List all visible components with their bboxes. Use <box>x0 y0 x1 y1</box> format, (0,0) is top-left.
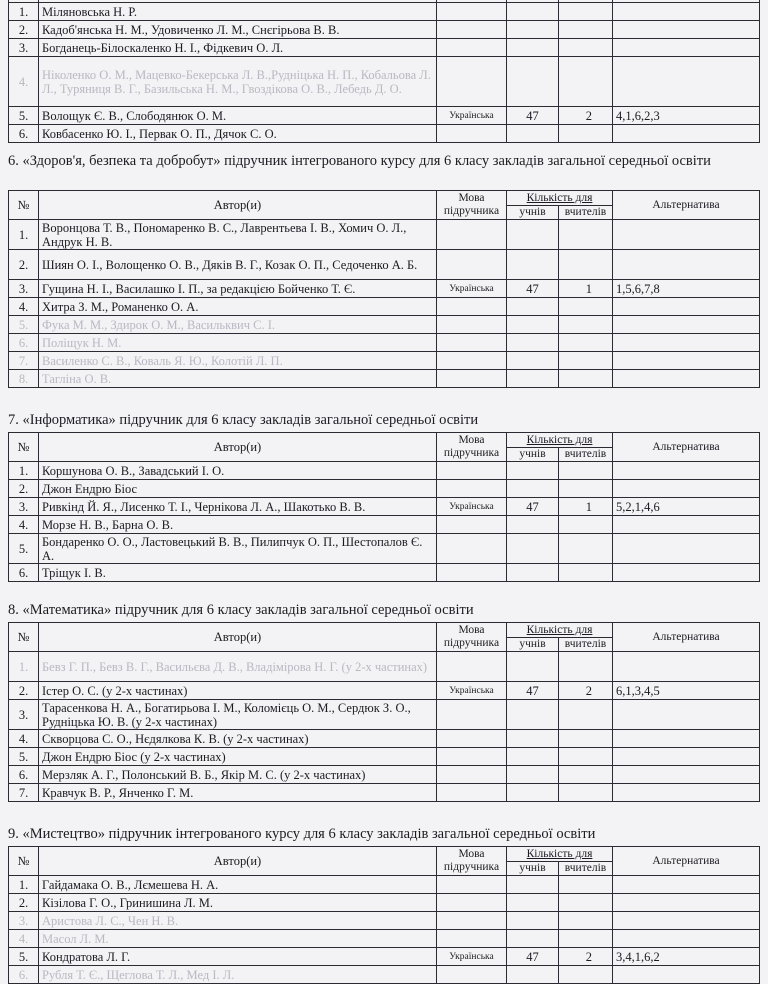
header-teachers: вчителів <box>559 206 613 220</box>
row-language <box>437 480 507 498</box>
row-author: Волощук Є. В., Слободянюк О. М. <box>39 107 437 125</box>
row-author: Джон Ендрю Біос <box>39 480 437 498</box>
row-teachers <box>559 334 613 352</box>
row-number: 4. <box>9 298 39 316</box>
table-row <box>9 652 760 682</box>
row-alternative <box>613 700 760 730</box>
row-language <box>437 220 507 250</box>
row-number: 6. <box>9 564 39 582</box>
row-alternative <box>613 462 760 480</box>
row-author: Джон Ендрю Біос (у 2-х частинах) <box>39 748 437 766</box>
row-language <box>437 894 507 912</box>
row-author: Воронцова Т. В., Пономаренко В. С., Лаврентьева І. В., Хомич О. Л., Андрук Н. В. <box>39 220 437 250</box>
header-alternative: Альтернатива <box>613 191 760 220</box>
row-teachers <box>559 125 613 143</box>
row-number: 5. <box>9 107 39 125</box>
row-language <box>437 748 507 766</box>
table-row <box>9 534 760 564</box>
section-title: 6. «Здоров'я, безпека та добробут» підручник інтегрованого курсу для 6 класу закладів загальної середньої освіти <box>8 153 711 169</box>
row-alternative <box>613 748 760 766</box>
section-table <box>8 432 760 582</box>
row-author: Ніколенко О. М., Мацевко-Бекерська Л. В.,Рудніцька Н. П., Кобальова Л. Л., Туряниця В. Г., Базильська Н. М., Гвоздікова О. В., Лебедь Д. О. <box>39 57 437 107</box>
row-teachers <box>559 652 613 682</box>
row-alternative <box>613 564 760 582</box>
row-teachers: 2 <box>559 107 613 125</box>
header-alternative: Альтернатива <box>613 847 760 876</box>
row-number: 5. <box>9 948 39 966</box>
row-students <box>507 730 559 748</box>
row-teachers <box>559 3 613 21</box>
table-row <box>9 766 760 784</box>
row-alternative <box>613 39 760 57</box>
row-teachers <box>559 21 613 39</box>
row-teachers <box>559 352 613 370</box>
row-teachers <box>559 894 613 912</box>
row-number: 3. <box>9 498 39 516</box>
header-teachers: вчителів <box>559 638 613 652</box>
row-number: 6. <box>9 766 39 784</box>
table-row <box>9 894 760 912</box>
row-alternative <box>613 912 760 930</box>
row-language <box>437 534 507 564</box>
row-teachers <box>559 480 613 498</box>
section-title: 7. «Інформатика» підручник для 6 класу закладів загальної середньої освіти <box>8 412 479 428</box>
row-number: 6. <box>9 334 39 352</box>
section-title: 9. «Мистецтво» підручник інтегрованого курсу для 6 класу закладів загальної середньої освіти <box>8 826 596 842</box>
row-author: Міляновська Н. Р. <box>39 3 437 21</box>
row-students <box>507 370 559 388</box>
row-students <box>507 3 559 21</box>
row-number: 2. <box>9 21 39 39</box>
row-students <box>507 298 559 316</box>
row-language <box>437 516 507 534</box>
row-alternative <box>613 894 760 912</box>
row-author: Коршунова О. В., Завадський І. О. <box>39 462 437 480</box>
header-author: Автор(и) <box>39 847 437 876</box>
header-number: № <box>9 847 39 876</box>
row-author: Гущина Н. І., Василашко І. П., за редакцією Бойченко Т. Є. <box>39 280 437 298</box>
row-author: Шиян О. І., Волощенко О. В., Дяків В. Г., Козак О. П., Седоченко А. Б. <box>39 250 437 280</box>
row-number: 4. <box>9 57 39 107</box>
header-students: учнів <box>507 206 559 220</box>
table-row <box>9 352 760 370</box>
row-students <box>507 564 559 582</box>
row-teachers <box>559 298 613 316</box>
header-language <box>437 191 507 220</box>
table-header <box>9 623 760 652</box>
row-students <box>507 766 559 784</box>
row-language <box>437 352 507 370</box>
table-row <box>9 334 760 352</box>
row-teachers <box>559 912 613 930</box>
header-teachers: вчителів <box>559 862 613 876</box>
table-row <box>9 3 760 21</box>
table-body <box>9 462 760 582</box>
row-author: Бондаренко О. О., Ластовецький В. В., Пилипчук О. П., Шестопалов Є. А. <box>39 534 437 564</box>
row-language <box>437 784 507 802</box>
row-students <box>507 700 559 730</box>
row-students <box>507 125 559 143</box>
table-row <box>9 682 760 700</box>
row-number: 4. <box>9 930 39 948</box>
table-row <box>9 876 760 894</box>
row-author: Тагліна О. В. <box>39 370 437 388</box>
row-language <box>437 370 507 388</box>
row-alternative <box>613 298 760 316</box>
row-author: Рубля Т. Є., Щеглова Т. Л., Мед І. Л. <box>39 966 437 984</box>
row-alternative: 1,5,6,7,8 <box>613 280 760 298</box>
row-alternative <box>613 370 760 388</box>
row-number: 5. <box>9 316 39 334</box>
row-students: 47 <box>507 280 559 298</box>
row-language <box>437 966 507 984</box>
row-language <box>437 652 507 682</box>
row-number: 1. <box>9 876 39 894</box>
row-language <box>437 21 507 39</box>
row-alternative: 6,1,3,4,5 <box>613 682 760 700</box>
row-author: Василенко С. В., Коваль Я. Ю., Колотій Л. П. <box>39 352 437 370</box>
row-number: 4. <box>9 516 39 534</box>
row-teachers: 1 <box>559 280 613 298</box>
table-row <box>9 564 760 582</box>
row-language <box>437 700 507 730</box>
row-number: 6. <box>9 966 39 984</box>
row-author: Морзе Н. В., Барна О. В. <box>39 516 437 534</box>
row-language <box>437 766 507 784</box>
table-header <box>9 433 760 462</box>
table-row <box>9 480 760 498</box>
header-number: № <box>9 191 39 220</box>
row-number: 6. <box>9 125 39 143</box>
row-number: 7. <box>9 784 39 802</box>
row-number: 2. <box>9 682 39 700</box>
header-row <box>9 847 760 862</box>
row-teachers <box>559 57 613 107</box>
row-students: 47 <box>507 682 559 700</box>
row-language <box>437 334 507 352</box>
table-header <box>9 847 760 876</box>
row-number: 3. <box>9 912 39 930</box>
row-number: 2. <box>9 480 39 498</box>
row-teachers <box>559 784 613 802</box>
row-author: Ковбасенко Ю. І., Первак О. П., Дячок С. О. <box>39 125 437 143</box>
table-row <box>9 125 760 143</box>
row-teachers <box>559 534 613 564</box>
row-author: Ривкінд Й. Я., Лисенко Т. І., Чернікова Л. А., Шакотько В. В. <box>39 498 437 516</box>
row-teachers <box>559 766 613 784</box>
header-author: Автор(и) <box>39 433 437 462</box>
header-row <box>9 191 760 206</box>
row-alternative <box>613 334 760 352</box>
row-language <box>437 564 507 582</box>
row-teachers: 2 <box>559 948 613 966</box>
table-header <box>9 191 760 220</box>
header-language <box>437 847 507 876</box>
row-number: 3. <box>9 280 39 298</box>
row-students <box>507 516 559 534</box>
header-number: № <box>9 623 39 652</box>
row-students <box>507 748 559 766</box>
row-author: Кравчук В. Р., Янченко Г. М. <box>39 784 437 802</box>
row-students <box>507 334 559 352</box>
row-language <box>437 912 507 930</box>
row-students <box>507 316 559 334</box>
row-students: 47 <box>507 107 559 125</box>
row-number: 1. <box>9 462 39 480</box>
table-row <box>9 966 760 984</box>
table-row <box>9 948 760 966</box>
row-students <box>507 876 559 894</box>
header-author: Автор(и) <box>39 191 437 220</box>
row-language <box>437 930 507 948</box>
row-alternative <box>613 652 760 682</box>
row-alternative <box>613 516 760 534</box>
header-language-line2: підручника <box>443 447 500 459</box>
row-language <box>437 316 507 334</box>
row-alternative: 4,1,6,2,3 <box>613 107 760 125</box>
row-students <box>507 352 559 370</box>
row-alternative <box>613 930 760 948</box>
table-row <box>9 298 760 316</box>
section-title: 8. «Математика» підручник для 6 класу закладів загальної середньої освіти <box>8 602 474 618</box>
row-author: Скворцова С. О., Нєдялкова К. В. (у 2-х частинах) <box>39 730 437 748</box>
row-language <box>437 3 507 21</box>
row-author: Масол Л. М. <box>39 930 437 948</box>
row-language: Українська <box>437 682 507 700</box>
row-alternative <box>613 21 760 39</box>
row-teachers <box>559 730 613 748</box>
row-author: Аристова Л. С., Чен Н. В. <box>39 912 437 930</box>
row-author: Богданець-Білоскаленко Н. І., Фідкевич О. Л. <box>39 39 437 57</box>
row-alternative <box>613 220 760 250</box>
row-students <box>507 57 559 107</box>
row-students <box>507 220 559 250</box>
row-teachers <box>559 250 613 280</box>
row-number: 8. <box>9 370 39 388</box>
row-alternative: 5,2,1,4,6 <box>613 498 760 516</box>
header-alternative: Альтернатива <box>613 623 760 652</box>
row-language <box>437 250 507 280</box>
row-language <box>437 39 507 57</box>
row-language: Українська <box>437 280 507 298</box>
row-alternative <box>613 534 760 564</box>
row-teachers: 2 <box>559 682 613 700</box>
row-students <box>507 250 559 280</box>
row-number: 2. <box>9 894 39 912</box>
table-row <box>9 730 760 748</box>
table-row <box>9 516 760 534</box>
row-teachers <box>559 700 613 730</box>
row-author: Істер О. С. (у 2-х частинах) <box>39 682 437 700</box>
header-language-line1: Мова <box>458 624 485 636</box>
table-body <box>9 220 760 388</box>
row-students: 47 <box>507 498 559 516</box>
table-row <box>9 748 760 766</box>
row-teachers <box>559 876 613 894</box>
row-teachers <box>559 316 613 334</box>
header-language-line2: підручника <box>443 637 500 649</box>
row-teachers <box>559 220 613 250</box>
row-alternative <box>613 125 760 143</box>
table-row <box>9 930 760 948</box>
header-quantity: Кількість для <box>507 847 613 862</box>
row-students <box>507 534 559 564</box>
row-teachers <box>559 748 613 766</box>
row-number: 3. <box>9 700 39 730</box>
header-students: учнів <box>507 862 559 876</box>
header-row <box>9 623 760 638</box>
row-language <box>437 876 507 894</box>
row-alternative <box>613 3 760 21</box>
row-alternative <box>613 57 760 107</box>
table-row <box>9 912 760 930</box>
header-author: Автор(и) <box>39 623 437 652</box>
row-language <box>437 298 507 316</box>
row-alternative <box>613 766 760 784</box>
row-teachers <box>559 930 613 948</box>
row-number: 3. <box>9 39 39 57</box>
header-language-line1: Мова <box>458 848 485 860</box>
header-language <box>437 623 507 652</box>
row-teachers <box>559 39 613 57</box>
row-teachers <box>559 564 613 582</box>
row-language <box>437 57 507 107</box>
table-row <box>9 250 760 280</box>
table-row <box>9 280 760 298</box>
table-body <box>9 652 760 802</box>
table-body <box>9 876 760 984</box>
row-students <box>507 652 559 682</box>
row-students <box>507 784 559 802</box>
row-author: Тарасенкова Н. А., Богатирьова І. М., Коломієць О. М., Сердюк З. О., Рудніцька Ю. В. (у 2-х частинах) <box>39 700 437 730</box>
header-language-line1: Мова <box>458 434 485 446</box>
header-teachers: вчителів <box>559 448 613 462</box>
row-number: 5. <box>9 748 39 766</box>
row-alternative <box>613 730 760 748</box>
header-quantity: Кількість для <box>507 191 613 206</box>
row-number: 1. <box>9 652 39 682</box>
row-author: Поліщук Н. М. <box>39 334 437 352</box>
row-students <box>507 966 559 984</box>
row-students <box>507 912 559 930</box>
table-row <box>9 39 760 57</box>
header-students: учнів <box>507 448 559 462</box>
row-teachers <box>559 966 613 984</box>
header-language-line1: Мова <box>458 192 485 204</box>
row-language: Українська <box>437 498 507 516</box>
top-table-body <box>9 0 760 143</box>
table-row <box>9 498 760 516</box>
row-author: Фука М. М., Здирок О. М., Васильквич С. І. <box>39 316 437 334</box>
table-row <box>9 107 760 125</box>
row-alternative <box>613 480 760 498</box>
row-teachers <box>559 516 613 534</box>
row-students <box>507 21 559 39</box>
header-language-line2: підручника <box>443 861 500 873</box>
row-language <box>437 730 507 748</box>
header-row <box>9 433 760 448</box>
table-row <box>9 370 760 388</box>
row-alternative <box>613 876 760 894</box>
row-number: 1. <box>9 3 39 21</box>
row-number: 5. <box>9 534 39 564</box>
row-author: Тріщук І. В. <box>39 564 437 582</box>
row-alternative <box>613 316 760 334</box>
row-alternative <box>613 352 760 370</box>
row-language <box>437 462 507 480</box>
row-number: 1. <box>9 220 39 250</box>
row-author: Бевз Г. П., Бевз В. Г., Васильєва Д. В., Владімірова Н. Г. (у 2-х частинах) <box>39 652 437 682</box>
row-number: 7. <box>9 352 39 370</box>
row-teachers <box>559 462 613 480</box>
row-number: 4. <box>9 730 39 748</box>
row-language: Українська <box>437 107 507 125</box>
table-row <box>9 700 760 730</box>
section-table <box>8 622 760 802</box>
table-row <box>9 57 760 107</box>
header-students: учнів <box>507 638 559 652</box>
row-teachers: 1 <box>559 498 613 516</box>
row-students <box>507 480 559 498</box>
row-author: Гайдамака О. В., Лємешева Н. А. <box>39 876 437 894</box>
row-alternative <box>613 966 760 984</box>
row-number: 2. <box>9 250 39 280</box>
row-students <box>507 462 559 480</box>
row-alternative: 3,4,1,6,2 <box>613 948 760 966</box>
table-row <box>9 462 760 480</box>
row-teachers <box>559 370 613 388</box>
row-students <box>507 930 559 948</box>
header-number: № <box>9 433 39 462</box>
header-language <box>437 433 507 462</box>
header-language-line2: підручника <box>443 205 500 217</box>
top-table <box>8 0 760 143</box>
table-row <box>9 784 760 802</box>
row-author: Мерзляк А. Г., Полонський В. Б., Якір М. С. (у 2-х частинах) <box>39 766 437 784</box>
row-students: 47 <box>507 948 559 966</box>
row-author: Хитра З. М., Романенко О. А. <box>39 298 437 316</box>
table-row <box>9 316 760 334</box>
section-table <box>8 846 760 984</box>
row-language: Українська <box>437 948 507 966</box>
section-table <box>8 190 760 388</box>
header-quantity: Кількість для <box>507 433 613 448</box>
row-alternative <box>613 250 760 280</box>
table-row <box>9 21 760 39</box>
header-quantity: Кількість для <box>507 623 613 638</box>
row-language <box>437 125 507 143</box>
table-row <box>9 220 760 250</box>
row-author: Кізілова Г. О., Гринишина Л. М. <box>39 894 437 912</box>
header-alternative: Альтернатива <box>613 433 760 462</box>
row-alternative <box>613 784 760 802</box>
row-students <box>507 39 559 57</box>
row-author: Кадоб'янська Н. М., Удовиченко Л. М., Снєгірьова В. В. <box>39 21 437 39</box>
row-author: Кондратова Л. Г. <box>39 948 437 966</box>
row-students <box>507 894 559 912</box>
